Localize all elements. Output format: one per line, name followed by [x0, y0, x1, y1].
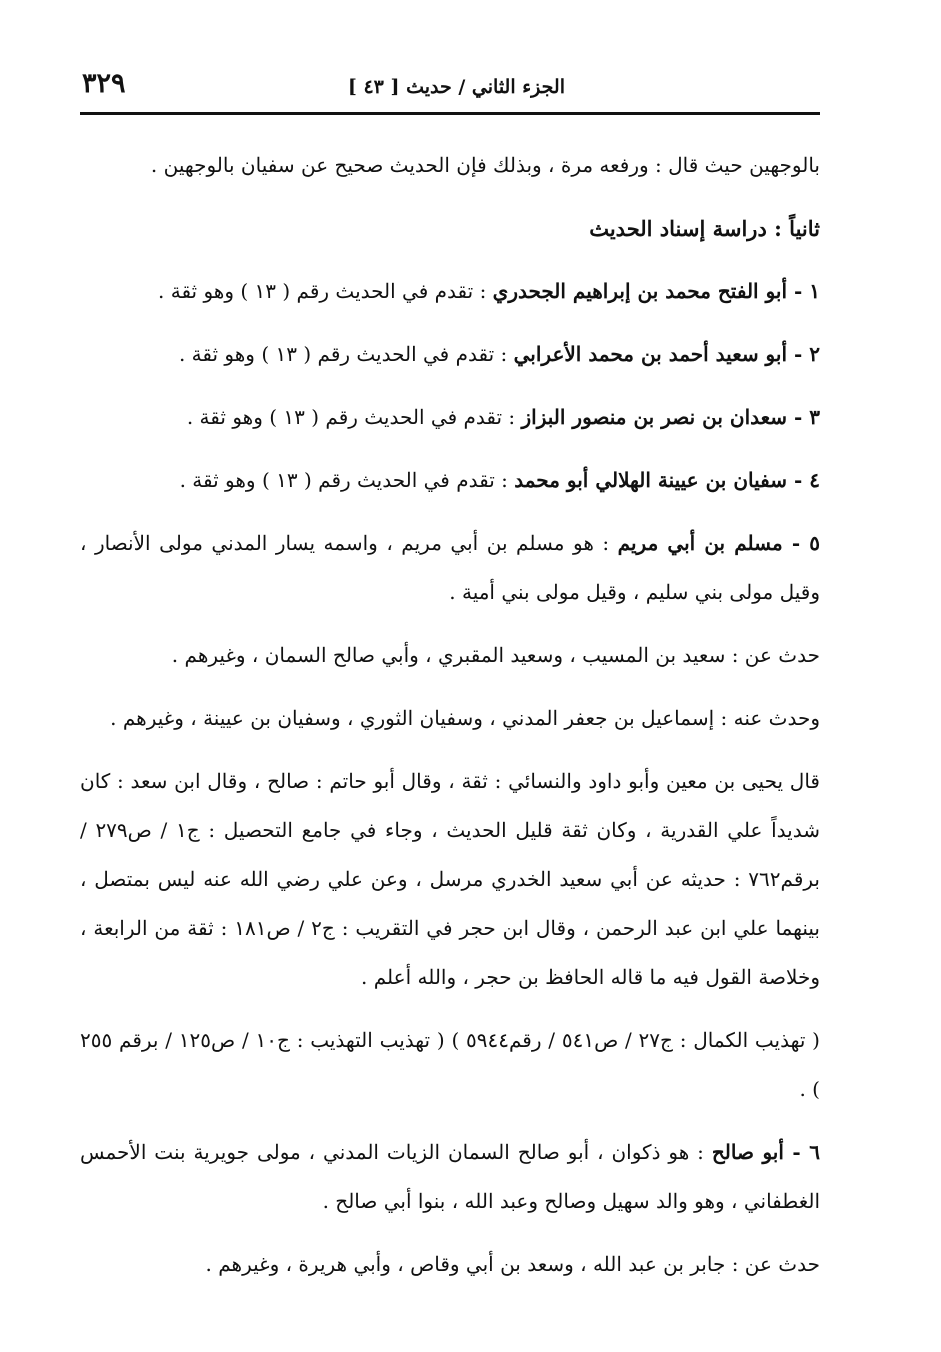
- narrator-text: : تقدم في الحديث رقم ( ١٣ ) وهو ثقة .: [158, 279, 493, 303]
- page-body: [80, 115, 820, 1289]
- narrator-name: ١ - أبو الفتح محمد بن إبراهيم الجحدري: [492, 279, 820, 303]
- page-number: ٣٢٩: [82, 68, 126, 99]
- page-header: [80, 60, 820, 115]
- narrator-name: ٣ - سعدان بن نصر بن منصور البزاز: [521, 405, 820, 429]
- narrator-entry-1: [80, 267, 820, 316]
- intro-paragraph: بالوجهين حيث قال : ورفعه مرة ، وبذلك فإن الحديث صحيح عن سفيان بالوجهين .: [150, 153, 820, 177]
- narrator-text: : هو مسلم بن أبي مريم ، واسمه يسار المدني مولى الأنصار ، وقيل مولى بني سليم ، وقيل مولى بني أمية .: [80, 531, 820, 604]
- narrator-entry-4: [80, 456, 820, 505]
- narrator-text: : تقدم في الحديث رقم ( ١٣ ) وهو ثقة .: [186, 405, 522, 429]
- narrator-text: : تقدم في الحديث رقم ( ١٣ ) وهو ثقة .: [179, 468, 515, 492]
- narrator-name: ٢ - أبو سعيد أحمد بن محمد الأعرابي: [513, 342, 820, 366]
- narrator-entry-6: [80, 1128, 820, 1226]
- assessment-paragraph: قال يحيى بن معين وأبو داود والنسائي : ثقة ، وقال أبو حاتم : صالح ، وقال ابن سعد : كان شديداً علي القدرية ، وكان ثقة قليل الحديث ، وجاء في جامع التحصيل : ج١ / ص٢٧٩ / برقم٧٦٢ : حديثه عن أبي سعيد الخدري مرسل ، وعن علي رضي الله عنه ليس بمتصل ، بينهما علي ابن عبد الرحمن ، وقال ابن حجر في التقريب : ج٢ / ص١٨١ : ثقة من الرابعة ، وخلاصة القول فيه ما قاله الحافظ بن حجر ، والله أعلم .: [80, 769, 820, 989]
- narrator-name: ٤ - سفيان بن عيينة الهلالي أبو محمد: [514, 468, 820, 492]
- narrator-text: : تقدم في الحديث رقم ( ١٣ ) وهو ثقة .: [178, 342, 514, 366]
- section-title: ثانياً : دراسة إسناد الحديث: [589, 216, 820, 241]
- narrator-text: : هو ذكوان ، أبو صالح السمان الزيات المدني ، مولى جويرية بنت الأحمس الغطفاني ، وهو والد سهيل وصالح وعبد الله ، بنوا أبي صالح .: [80, 1140, 820, 1213]
- narrator-entry-2: [80, 330, 820, 379]
- narrator-entry-5: [80, 519, 820, 617]
- references-paragraph: ( تهذيب الكمال : ج٢٧ / ص٥٤١ / رقم٥٩٤٤ ) ( تهذيب التهذيب : ج١٠ / ص١٢٥ / برقم ٢٥٥ ) .: [80, 1028, 820, 1101]
- narrated-from-paragraph-2: حدث عن : جابر بن عبد الله ، وسعد بن أبي وقاص ، وأبي هريرة ، وغيرهم .: [205, 1252, 820, 1276]
- narrator-name: ٦ - أبو صالح: [711, 1140, 820, 1164]
- narrator-entry-3: [80, 393, 820, 442]
- narrated-by-paragraph: وحدث عنه : إسماعيل بن جعفر المدني ، وسفيان الثوري ، وسفيان بن عيينة ، وغيرهم .: [110, 706, 820, 730]
- narrated-from-paragraph: حدث عن : سعيد بن المسيب ، وسعيد المقبري ، وأبي صالح السمان ، وغيرهم .: [171, 643, 820, 667]
- book-page: [80, 60, 820, 1320]
- running-title: الجزء الثاني / حديث [ ٤٣ ]: [347, 76, 565, 98]
- narrator-name: ٥ - مسلم بن أبي مريم: [617, 531, 821, 555]
